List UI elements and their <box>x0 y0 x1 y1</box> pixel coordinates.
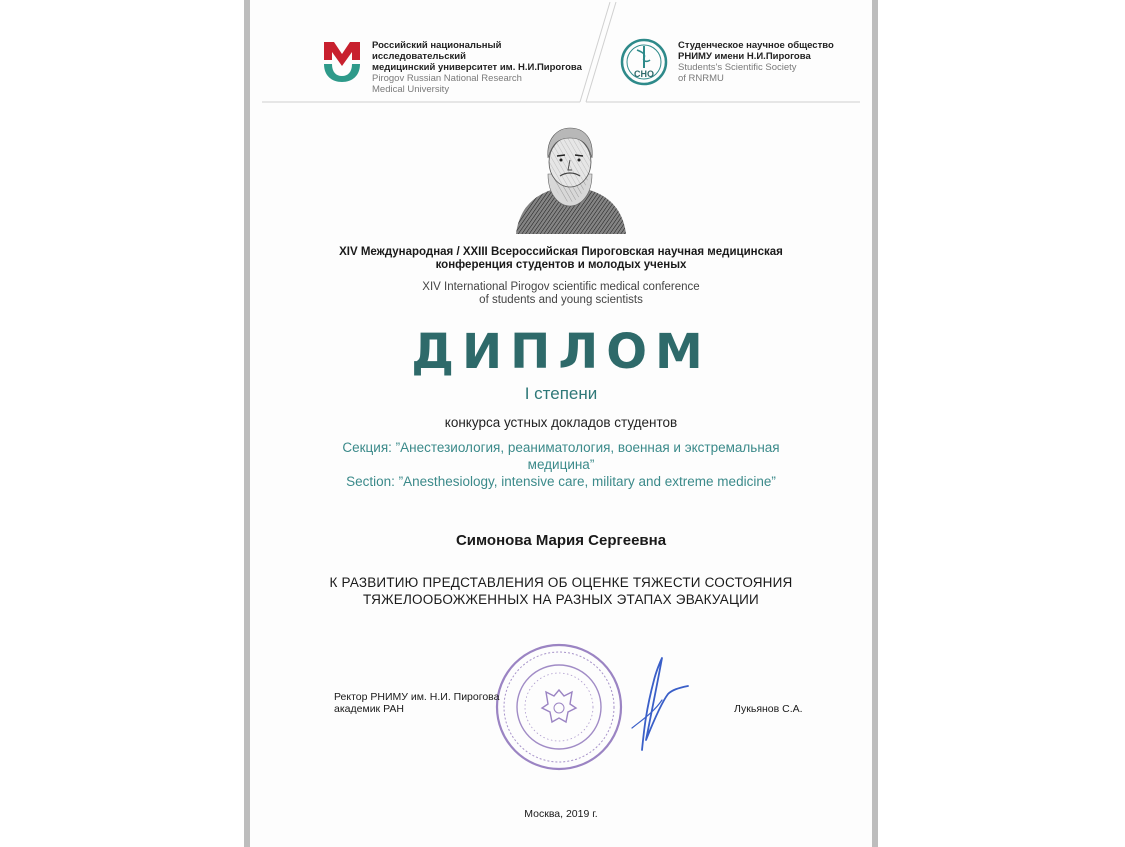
conference-title-en: XIV International Pirogov scientific medical conference of students and young scientists <box>422 281 700 306</box>
university-logo-icon <box>320 38 364 84</box>
diploma-degree: I степени <box>524 384 598 403</box>
rector-name: Лукьянов С.А. <box>734 703 803 715</box>
section-title: Секция: ”Анестезиология, реаниматология, военная и экстремальная медицина” Section: ”Anesthesiology, intensive care, military and extreme medicine” <box>342 440 780 489</box>
diploma-title: ДИПЛОМ <box>411 324 711 380</box>
recipient-name: Симонова Мария Сергеевна <box>455 532 667 549</box>
student-society-name: Студенческое научное общество РНИМУ имени Н.И.Пирогова Students's Scientific Society of RNRMU <box>678 40 834 84</box>
contest-description: конкурса устных докладов студентов <box>444 415 678 430</box>
conference-title-ru: XIV Международная / XXIII Всероссийская Пироговская научная медицинская конференция студентов и молодых ученых <box>339 246 783 271</box>
student-society-emblem-icon <box>620 38 668 86</box>
university-name: Российский национальный исследовательский медицинский университет им. Н.И.Пирогова Pirogov Russian National Research Medical University <box>372 40 582 95</box>
report-topic: К РАЗВИТИЮ ПРЕДСТАВЛЕНИЯ ОБ ОЦЕНКЕ ТЯЖЕСТИ СОСТОЯНИЯ ТЯЖЕЛООБОЖЖЕННЫХ НА РАЗНЫХ ЭТАПАХ ЭВАКУАЦИИ <box>329 575 793 607</box>
diploma-page <box>244 0 878 847</box>
emblem-letters: СНО <box>634 69 654 79</box>
rector-signature <box>602 650 692 760</box>
rector-title: Ректор РНИМУ им. Н.И. Пирогова академик РАН <box>334 691 500 715</box>
city-date: Москва, 2019 г. <box>524 808 598 820</box>
pirogov-portrait <box>512 122 628 234</box>
